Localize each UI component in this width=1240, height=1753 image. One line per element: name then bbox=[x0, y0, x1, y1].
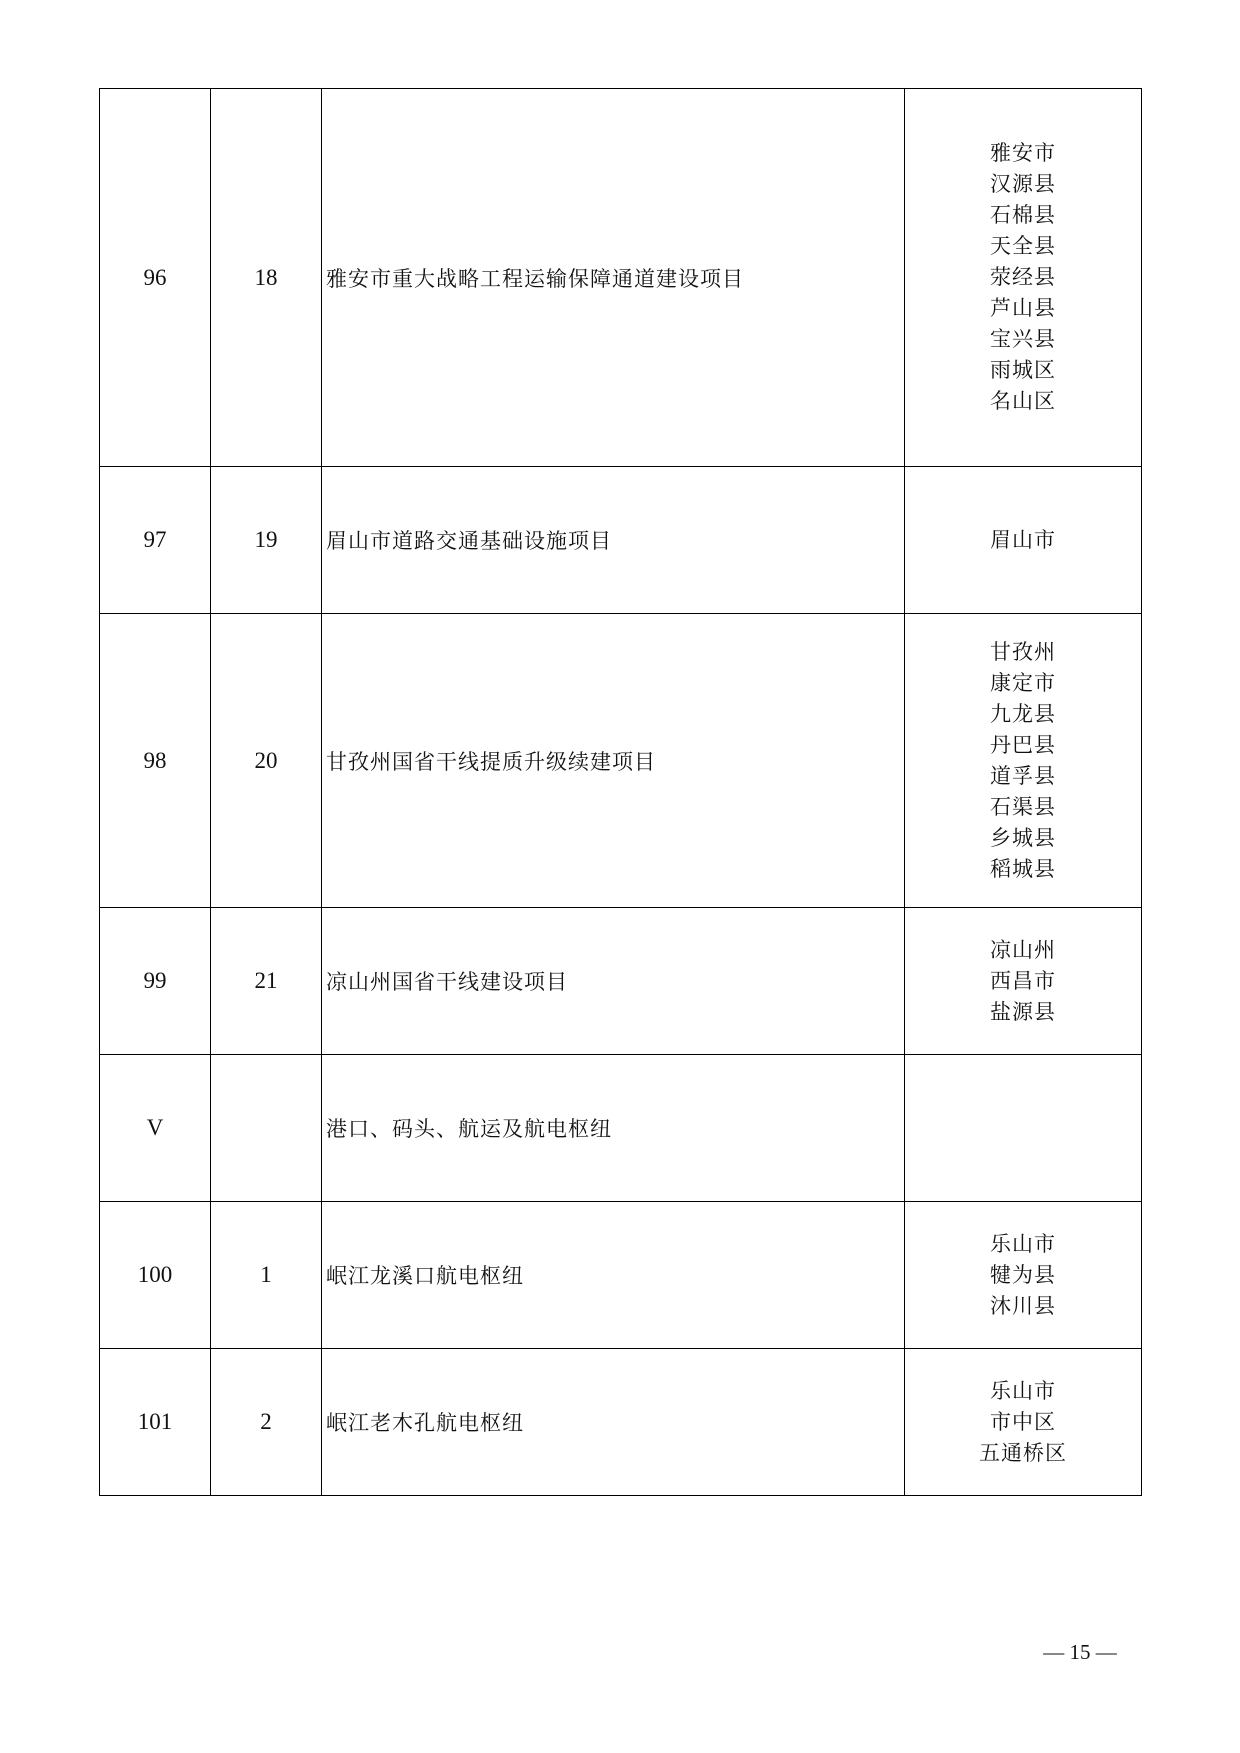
region-name: 名山区 bbox=[990, 389, 1056, 413]
region-cell bbox=[905, 908, 1142, 1055]
project-name-cell bbox=[322, 467, 905, 614]
region-name: 乐山市 bbox=[990, 1231, 1056, 1256]
row-seq-cell: 99 bbox=[100, 908, 211, 1055]
table-row bbox=[100, 1055, 1142, 1202]
project-name-cell bbox=[322, 89, 905, 467]
row-subseq-cell bbox=[211, 1055, 322, 1202]
project-name: 岷江老木孔航电枢纽 bbox=[326, 1411, 524, 1435]
row-subseq-cell: 19 bbox=[211, 467, 322, 614]
region-name: 丹巴县 bbox=[990, 732, 1056, 757]
project-name: 凉山州国省干线建设项目 bbox=[326, 970, 568, 994]
region-cell bbox=[905, 614, 1142, 908]
region-name: 甘孜州 bbox=[990, 639, 1056, 664]
region-name: 眉山市 bbox=[990, 527, 1056, 552]
region-name: 犍为县 bbox=[990, 1262, 1056, 1287]
region-cell bbox=[905, 1055, 1142, 1202]
table-body bbox=[100, 89, 1142, 1496]
project-name: 甘孜州国省干线提质升级续建项目 bbox=[326, 749, 656, 774]
region-name: 道孚县 bbox=[990, 763, 1056, 788]
region-cell bbox=[905, 1202, 1142, 1349]
row-subseq-cell: 1 bbox=[211, 1202, 322, 1349]
row-subseq-cell: 2 bbox=[211, 1349, 322, 1496]
region-name: 乐山市 bbox=[990, 1378, 1056, 1403]
project-name-cell bbox=[322, 1055, 905, 1202]
region-name: 市中区 bbox=[990, 1409, 1056, 1434]
row-seq-cell: 97 bbox=[100, 467, 211, 614]
region-name: 九龙县 bbox=[990, 701, 1056, 726]
table-row bbox=[100, 908, 1142, 1055]
project-name: 眉山市道路交通基础设施项目 bbox=[326, 529, 612, 553]
row-seq-cell: 100 bbox=[100, 1202, 211, 1349]
row-subseq-cell: 18 bbox=[211, 89, 322, 467]
region-name: 芦山县 bbox=[990, 296, 1056, 320]
row-subseq-cell: 20 bbox=[211, 614, 322, 908]
region-name: 乡城县 bbox=[990, 825, 1056, 850]
region-name: 汉源县 bbox=[990, 172, 1056, 196]
project-name-cell bbox=[322, 614, 905, 908]
region-name: 荥经县 bbox=[990, 265, 1056, 289]
row-subseq-cell: 21 bbox=[211, 908, 322, 1055]
project-name: 雅安市重大战略工程运输保障通道建设项目 bbox=[326, 266, 744, 291]
region-name: 雅安市 bbox=[990, 141, 1056, 165]
row-seq-cell: V bbox=[100, 1055, 211, 1202]
table-row bbox=[100, 89, 1142, 467]
region-cell bbox=[905, 1349, 1142, 1496]
region-name: 五通桥区 bbox=[979, 1440, 1067, 1465]
region-cell bbox=[905, 89, 1142, 467]
table-row bbox=[100, 614, 1142, 908]
region-name: 凉山州 bbox=[990, 937, 1056, 962]
table-row bbox=[100, 467, 1142, 614]
project-table bbox=[99, 88, 1142, 1496]
row-seq-cell: 101 bbox=[100, 1349, 211, 1496]
project-name: 岷江龙溪口航电枢纽 bbox=[326, 1264, 524, 1288]
region-name: 雨城区 bbox=[990, 358, 1056, 382]
region-name: 康定市 bbox=[990, 670, 1056, 695]
row-seq-cell: 96 bbox=[100, 89, 211, 467]
project-name-cell bbox=[322, 908, 905, 1055]
region-name: 石棉县 bbox=[990, 203, 1056, 227]
row-seq-cell: 98 bbox=[100, 614, 211, 908]
region-name: 沐川县 bbox=[990, 1293, 1056, 1318]
region-name: 盐源县 bbox=[990, 999, 1056, 1024]
page-number: — 15 — bbox=[1043, 1640, 1117, 1664]
table-row bbox=[100, 1202, 1142, 1349]
table-row bbox=[100, 1349, 1142, 1496]
region-name: 西昌市 bbox=[990, 968, 1056, 993]
project-name-cell bbox=[322, 1202, 905, 1349]
region-name: 稻城县 bbox=[990, 856, 1056, 881]
project-name-cell bbox=[322, 1349, 905, 1496]
project-name: 港口、码头、航运及航电枢纽 bbox=[326, 1117, 612, 1141]
region-name: 石渠县 bbox=[990, 794, 1056, 819]
region-name: 天全县 bbox=[990, 234, 1056, 258]
region-cell bbox=[905, 467, 1142, 614]
region-name: 宝兴县 bbox=[990, 327, 1056, 351]
